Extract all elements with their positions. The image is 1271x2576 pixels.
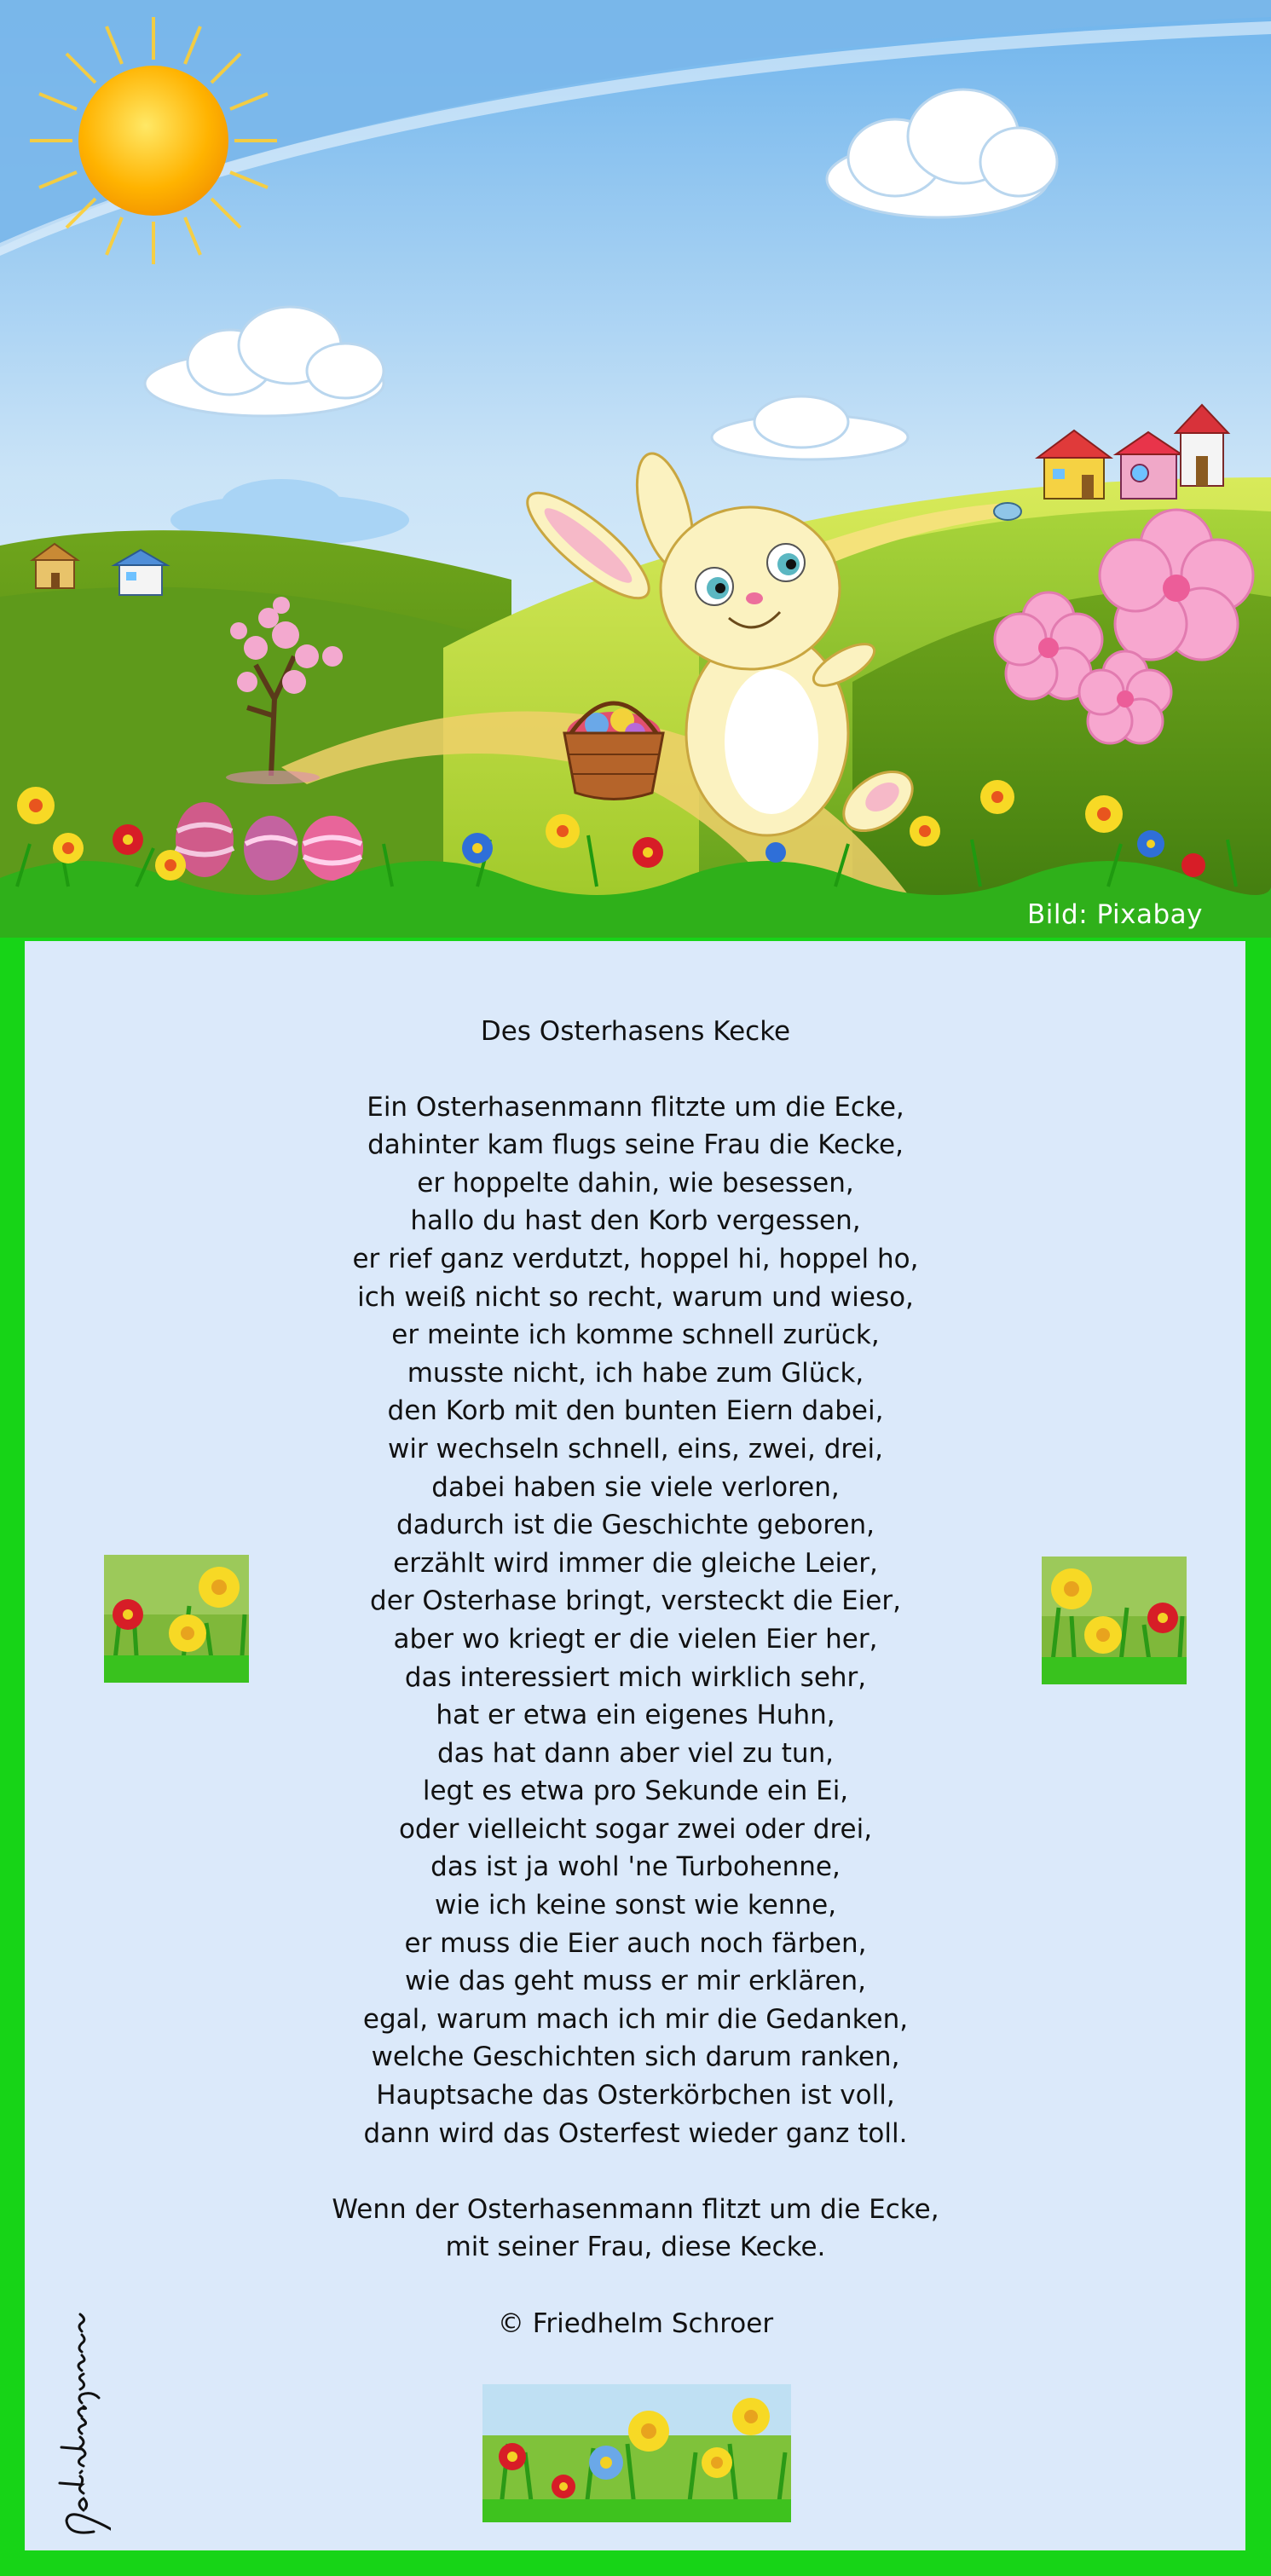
- poem-line: aber wo kriegt er die vielen Eier her,: [393, 1623, 878, 1655]
- poem-line: wir wechseln schnell, eins, zwei, drei,: [387, 1433, 883, 1464]
- poem-line: wie das geht muss er mir erklären,: [404, 1966, 867, 1997]
- poem-line: das hat dann aber viel zu tun,: [436, 1737, 835, 1769]
- poem-line: hallo du hast den Korb vergessen,: [410, 1205, 861, 1237]
- poem-line: mit seiner Frau, diese Kecke.: [445, 2232, 826, 2263]
- signature-logo: [34, 2302, 111, 2540]
- poem: [170, 1013, 1101, 2342]
- poem-line: Hauptsache das Osterkörbchen ist voll,: [376, 2080, 895, 2111]
- poem-line: welche Geschichten sich darum ranken,: [371, 2042, 900, 2073]
- poem-line: Ein Osterhasenmann flitzte um die Ecke,: [367, 1091, 904, 1123]
- stanza-2: [170, 2191, 1101, 2267]
- poem-line: den Korb mit den bunten Eiern dabei,: [387, 1395, 884, 1427]
- image-credit: Bild: Pixabay: [1027, 899, 1203, 930]
- poem-line: dann wird das Osterfest wieder ganz toll.: [363, 2117, 908, 2149]
- easter-illustration: [0, 0, 1271, 938]
- poem-line: musste nicht, ich habe zum Glück,: [407, 1357, 864, 1389]
- poem-line: das ist ja wohl 'ne Turbohenne,: [430, 1851, 841, 1883]
- poem-line: wie ich keine sonst wie kenne,: [434, 1890, 837, 1921]
- poem-line: er meinte ich komme schnell zurück,: [391, 1320, 880, 1351]
- poem-line: ich weiß nicht so recht, warum und wieso,: [357, 1281, 914, 1313]
- poem-line: der Osterhase bringt, versteckt die Eier,: [370, 1585, 901, 1617]
- sun-icon: [30, 17, 277, 264]
- stanza-gap: [170, 2267, 1101, 2305]
- poem-line: das interessiert mich wirklich sehr,: [404, 1661, 867, 1693]
- poem-line: oder vielleicht sogar zwei oder drei,: [398, 1813, 873, 1845]
- poem-line: legt es etwa pro Sekunde ein Ei,: [422, 1776, 849, 1807]
- poem-line: er muss die Eier auch noch färben,: [404, 1927, 867, 1959]
- stanza-gap: [170, 2152, 1101, 2191]
- poem-title: Des Osterhasens Kecke: [480, 1016, 791, 1047]
- flower-icon: [482, 2384, 791, 2522]
- poem-line: hat er etwa ein eigenes Huhn,: [436, 1700, 835, 1731]
- stanza-1: [170, 1089, 1101, 2153]
- poem-line: dadurch ist die Geschichte geboren,: [396, 1510, 875, 1541]
- poem-line: erzählt wird immer die gleiche Leier,: [393, 1547, 878, 1579]
- poem-line: er rief ganz verdutzt, hoppel hi, hoppel ho,: [352, 1243, 919, 1274]
- poem-line: Wenn der Osterhasenmann flitzt um die Ecke,: [332, 2193, 939, 2225]
- poem-line: er hoppelte dahin, wie besessen,: [417, 1167, 854, 1198]
- poem-line: dahinter kam flugs seine Frau die Kecke,: [367, 1129, 904, 1161]
- poem-line: egal, warum mach ich mir die Gedanken,: [362, 2003, 909, 2035]
- poem-author: © Friedhelm Schroer: [497, 2307, 774, 2339]
- poem-line: dabei haben sie viele verloren,: [431, 1471, 840, 1503]
